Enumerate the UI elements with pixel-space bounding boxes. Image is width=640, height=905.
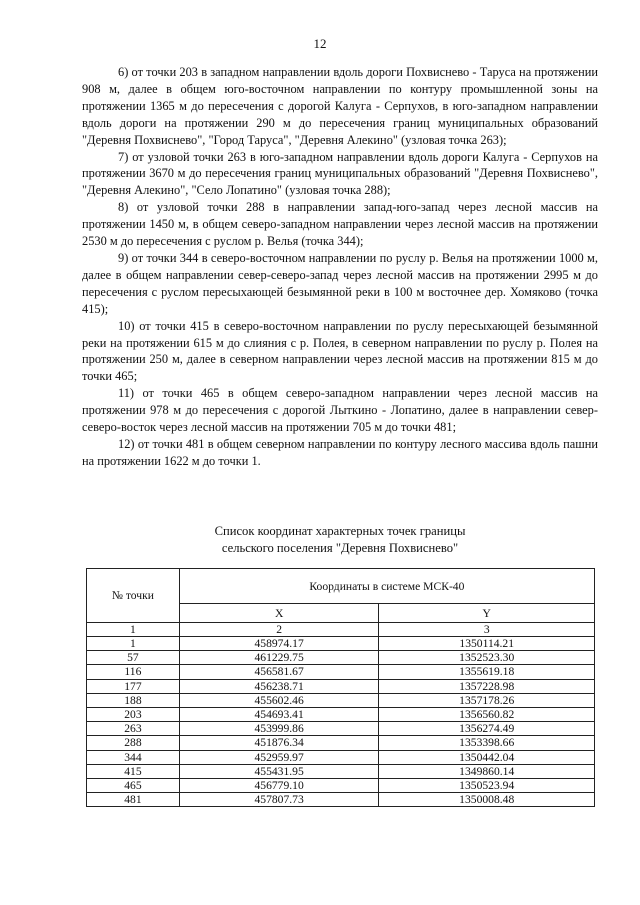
point-number-cell: 203 xyxy=(87,707,180,721)
header-y: Y xyxy=(379,604,595,623)
paragraph-11: 11) от точки 465 в общем северо-западном направлении через лесной массив на протяжении 978 м до пересечения с дорогой Лыткино - Лопатино, далее в направлении север-северо-восток через лесной массив на протяжении 705 м до точки 481; xyxy=(82,386,598,435)
point-number-cell: 415 xyxy=(87,764,180,778)
y-coordinate-cell: 1356274.49 xyxy=(379,722,595,736)
table-row xyxy=(87,736,595,750)
point-number-cell: 177 xyxy=(87,679,180,693)
x-coordinate-cell: 455602.46 xyxy=(179,693,379,707)
table-row xyxy=(87,665,595,679)
table-row xyxy=(87,778,595,792)
y-coordinate-cell: 1352523.30 xyxy=(379,651,595,665)
point-number-cell: 57 xyxy=(87,651,180,665)
paragraph-10: 10) от точки 415 в северо-восточном направлении по руслу пересыхающей безымянной реки на протяжении 615 м до слияния с р. Полея, в северном направлении по руслу р. Полея на протяжении 250 м, далее в северном направлении через лесной массив на протяжении 815 м до точки 465; xyxy=(82,318,598,384)
header-point-number: № точки xyxy=(87,569,180,623)
table-row xyxy=(87,750,595,764)
list-title-line-2: сельского поселения "Деревня Похвиснево" xyxy=(221,541,459,555)
point-number-cell: 465 xyxy=(87,778,180,792)
header-x: X xyxy=(179,604,379,623)
x-coordinate-cell: 457807.73 xyxy=(179,793,379,807)
x-coordinate-cell: 456238.71 xyxy=(179,679,379,693)
paragraph-9: 9) от точки 344 в северо-восточном направлении по руслу р. Велья на протяжении 1000 м, далее в общем направлении север-северо-запад через лесной массив на протяжении 2995 м до пересечения с руслом пересыхающей безымянной реки в 100 м восточнее дер. Хомяково (точка 415); xyxy=(82,250,598,316)
table-row xyxy=(87,637,595,651)
coordinates-table xyxy=(86,568,595,807)
y-coordinate-cell: 1349860.14 xyxy=(379,764,595,778)
x-coordinate-cell: 453999.86 xyxy=(179,722,379,736)
point-number-cell: 263 xyxy=(87,722,180,736)
point-number-cell: 116 xyxy=(87,665,180,679)
y-coordinate-cell: 1350442.04 xyxy=(379,750,595,764)
table-row xyxy=(87,693,595,707)
table-row xyxy=(87,764,595,778)
x-coordinate-cell: 451876.34 xyxy=(179,736,379,750)
page-number: 12 xyxy=(313,36,327,51)
header-coordinate-system: Координаты в системе МСК-40 xyxy=(179,569,594,604)
column-index-1: 1 xyxy=(87,623,180,637)
table-row xyxy=(87,651,595,665)
column-index-2: 2 xyxy=(179,623,379,637)
paragraph-6: 6) от точки 203 в западном направлении вдоль дороги Похвиснево - Таруса на протяжении 908 м, далее в общем юго-восточном направлении по контуру промышленной зоны на протяжении 1365 м до пересечения с дорогой Калуга - Серпухов, в юго-западном направлении вдоль дороги на протяжении 290 м до пересечения границ муниципальных образований "Деревня Похвиснево", "Город Таруса", "Деревня Алекино" (узловая точка 263); xyxy=(82,65,598,147)
point-number-cell: 1 xyxy=(87,637,180,651)
list-title-line-1: Список координат характерных точек границы xyxy=(214,524,466,538)
y-coordinate-cell: 1350114.21 xyxy=(379,637,595,651)
point-number-cell: 344 xyxy=(87,750,180,764)
point-number-cell: 188 xyxy=(87,693,180,707)
x-coordinate-cell: 452959.97 xyxy=(179,750,379,764)
x-coordinate-cell: 458974.17 xyxy=(179,637,379,651)
table-row xyxy=(87,707,595,721)
table-row xyxy=(87,679,595,693)
x-coordinate-cell: 456581.67 xyxy=(179,665,379,679)
y-coordinate-cell: 1355619.18 xyxy=(379,665,595,679)
table-row xyxy=(87,793,595,807)
x-coordinate-cell: 461229.75 xyxy=(179,651,379,665)
y-coordinate-cell: 1350008.48 xyxy=(379,793,595,807)
coordinates-list-title xyxy=(82,523,598,557)
paragraph-12: 12) от точки 481 в общем северном направлении по контуру лесного массива вдоль пашни на протяжении 1622 м до точки 1. xyxy=(82,436,598,468)
y-coordinate-cell: 1357178.26 xyxy=(379,693,595,707)
y-coordinate-cell: 1357228.98 xyxy=(379,679,595,693)
x-coordinate-cell: 456779.10 xyxy=(179,778,379,792)
x-coordinate-cell: 455431.95 xyxy=(179,764,379,778)
y-coordinate-cell: 1353398.66 xyxy=(379,736,595,750)
point-number-cell: 288 xyxy=(87,736,180,750)
x-coordinate-cell: 454693.41 xyxy=(179,707,379,721)
paragraph-7: 7) от узловой точки 263 в юго-западном направлении вдоль дороги Калуга - Серпухов на протяжении 3670 м до пересечения границ муниципальных образований "Деревня Похвиснево", "Деревня Алекино", "Село Лопатино" (узловая точка 288); xyxy=(82,149,598,198)
table-row xyxy=(87,722,595,736)
y-coordinate-cell: 1356560.82 xyxy=(379,707,595,721)
point-number-cell: 481 xyxy=(87,793,180,807)
coordinates-table-body xyxy=(87,637,595,807)
y-coordinate-cell: 1350523.94 xyxy=(379,778,595,792)
paragraph-8: 8) от узловой точки 288 в направлении запад-юго-запад через лесной массив на протяжении 1450 м, в общем северо-западном направлении через лесной массив на протяжении 2530 м до пересечения с руслом р. Велья (точка 344); xyxy=(82,200,598,249)
boundary-description xyxy=(82,64,598,470)
column-index-3: 3 xyxy=(379,623,595,637)
